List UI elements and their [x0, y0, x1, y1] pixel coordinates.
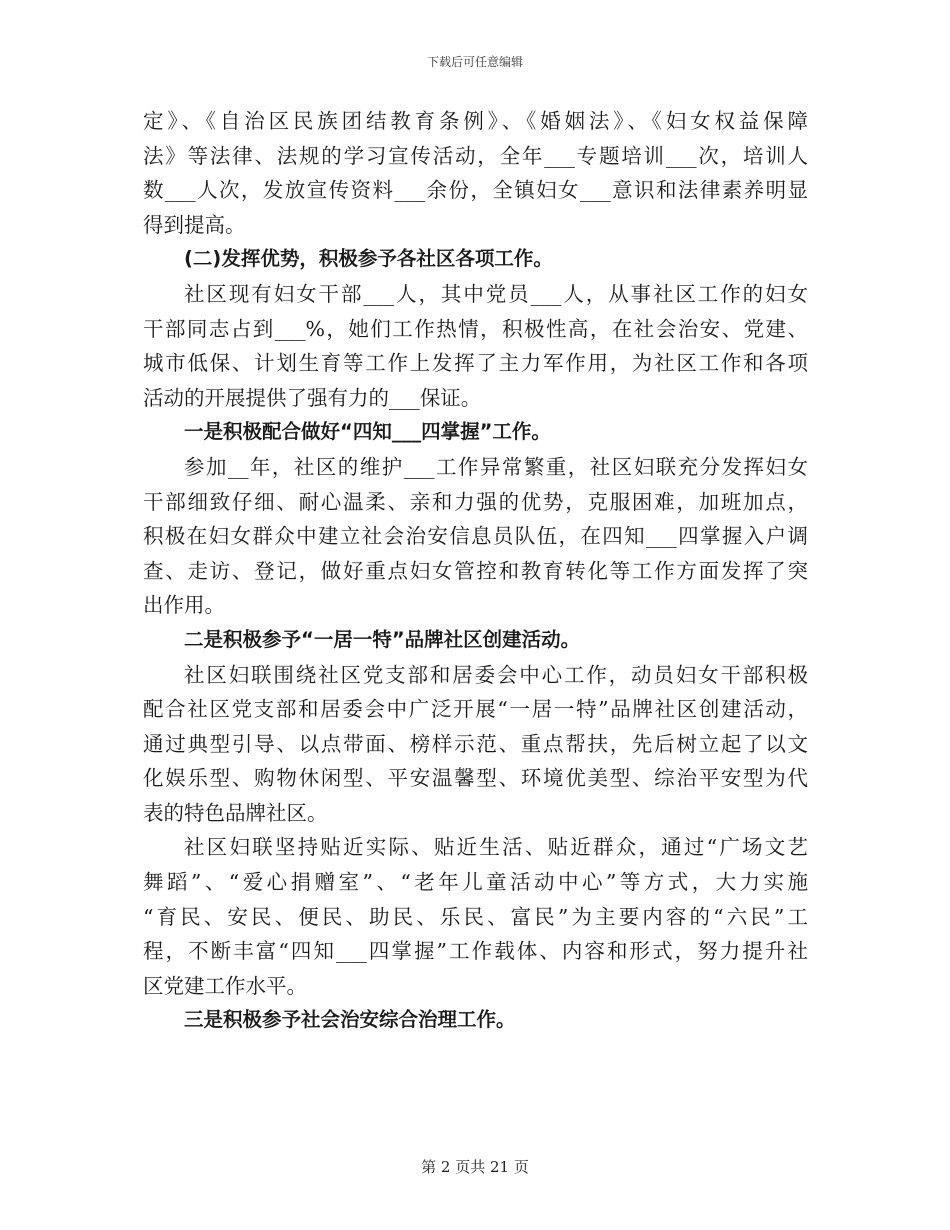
body-text-line: 积极在妇女群众中建立社会治安信息员队伍，在四知___四掌握入户调: [143, 524, 808, 549]
document-body: [143, 104, 808, 1038]
body-text-line: 配合社区党支部和居委会中广泛开展“一居一特”品牌社区创建活动，: [143, 697, 808, 722]
section-heading: (二)发挥优势，积极参予各社区各项工作。: [184, 247, 553, 271]
body-text-line: 城市低保、计划生育等工作上发挥了主力军作用，为社区工作和各项: [143, 351, 808, 376]
body-text-line: 社区妇联围绕社区党支部和居委会中心工作，动员妇女干部积极: [184, 662, 808, 687]
page-footer: 第 2 页共 21 页: [421, 1158, 529, 1176]
body-text-line: 参加__年，社区的维护___工作异常繁重，社区妇联充分发挥妇女: [184, 454, 808, 479]
body-text-line: 区党建工作水平。: [143, 973, 307, 998]
body-text-line: “育民、安民、便民、助民、乐民、富民”为主要内容的“六民”工: [143, 904, 808, 929]
body-text-line: 查、走访、登记，做好重点妇女管控和教育转化等工作方面发挥了突: [143, 558, 808, 583]
body-text-line: 社区现有妇女干部___人，其中党员___人，从事社区工作的妇女: [184, 281, 808, 306]
body-text-line: 法》等法律、法规的学习宣传活动，全年___专题培训___次，培训人: [143, 143, 808, 168]
body-text-line: 定》、《自治区民族团结教育条例》、《婚姻法》、《妇女权益保障: [143, 109, 808, 133]
body-text-line: 化娱乐型、购物休闲型、平安温馨型、环境优美型、综治平安型为代: [143, 766, 808, 791]
body-text-line: 数___人次，发放宣传资料___余份，全镇妇女___意识和法律素养明显: [143, 178, 808, 203]
body-text-line: 活动的开展提供了强有力的___保证。: [143, 385, 482, 410]
section-heading: 二是积极参予“一居一特”品牌社区创建活动。: [184, 627, 581, 651]
body-text-line: 社区妇联坚持贴近实际、贴近生活、贴近群众，通过“广场文艺: [184, 835, 808, 860]
section-heading: 一是积极配合做好“四知___四掌握”工作。: [184, 420, 551, 444]
section-heading: 三是积极参予社会治安综合治理工作。: [184, 1008, 516, 1032]
body-text-line: 干部细致仔细、耐心温柔、亲和力强的优势，克服困难，加班加点，: [143, 489, 808, 514]
body-text-line: 得到提高。: [143, 212, 246, 237]
page-header: 下载后可任意编辑: [426, 55, 523, 69]
body-text-line: 表的特色品牌社区。: [143, 800, 328, 825]
body-text-line: 干部同志占到___%，她们工作热情，积极性高，在社会治安、党建、: [143, 316, 808, 341]
body-text-line: 程，不断丰富“四知___四掌握”工作载体、内容和形式，努力提升社: [143, 939, 808, 964]
body-text-line: 出作用。: [143, 593, 225, 618]
body-text-line: 通过典型引导、以点带面、榜样示范、重点帮扶，先后树立起了以文: [143, 731, 808, 756]
body-text-line: 舞蹈”、“爱心捐赠室”、“老年儿童活动中心”等方式，大力实施: [143, 870, 808, 895]
